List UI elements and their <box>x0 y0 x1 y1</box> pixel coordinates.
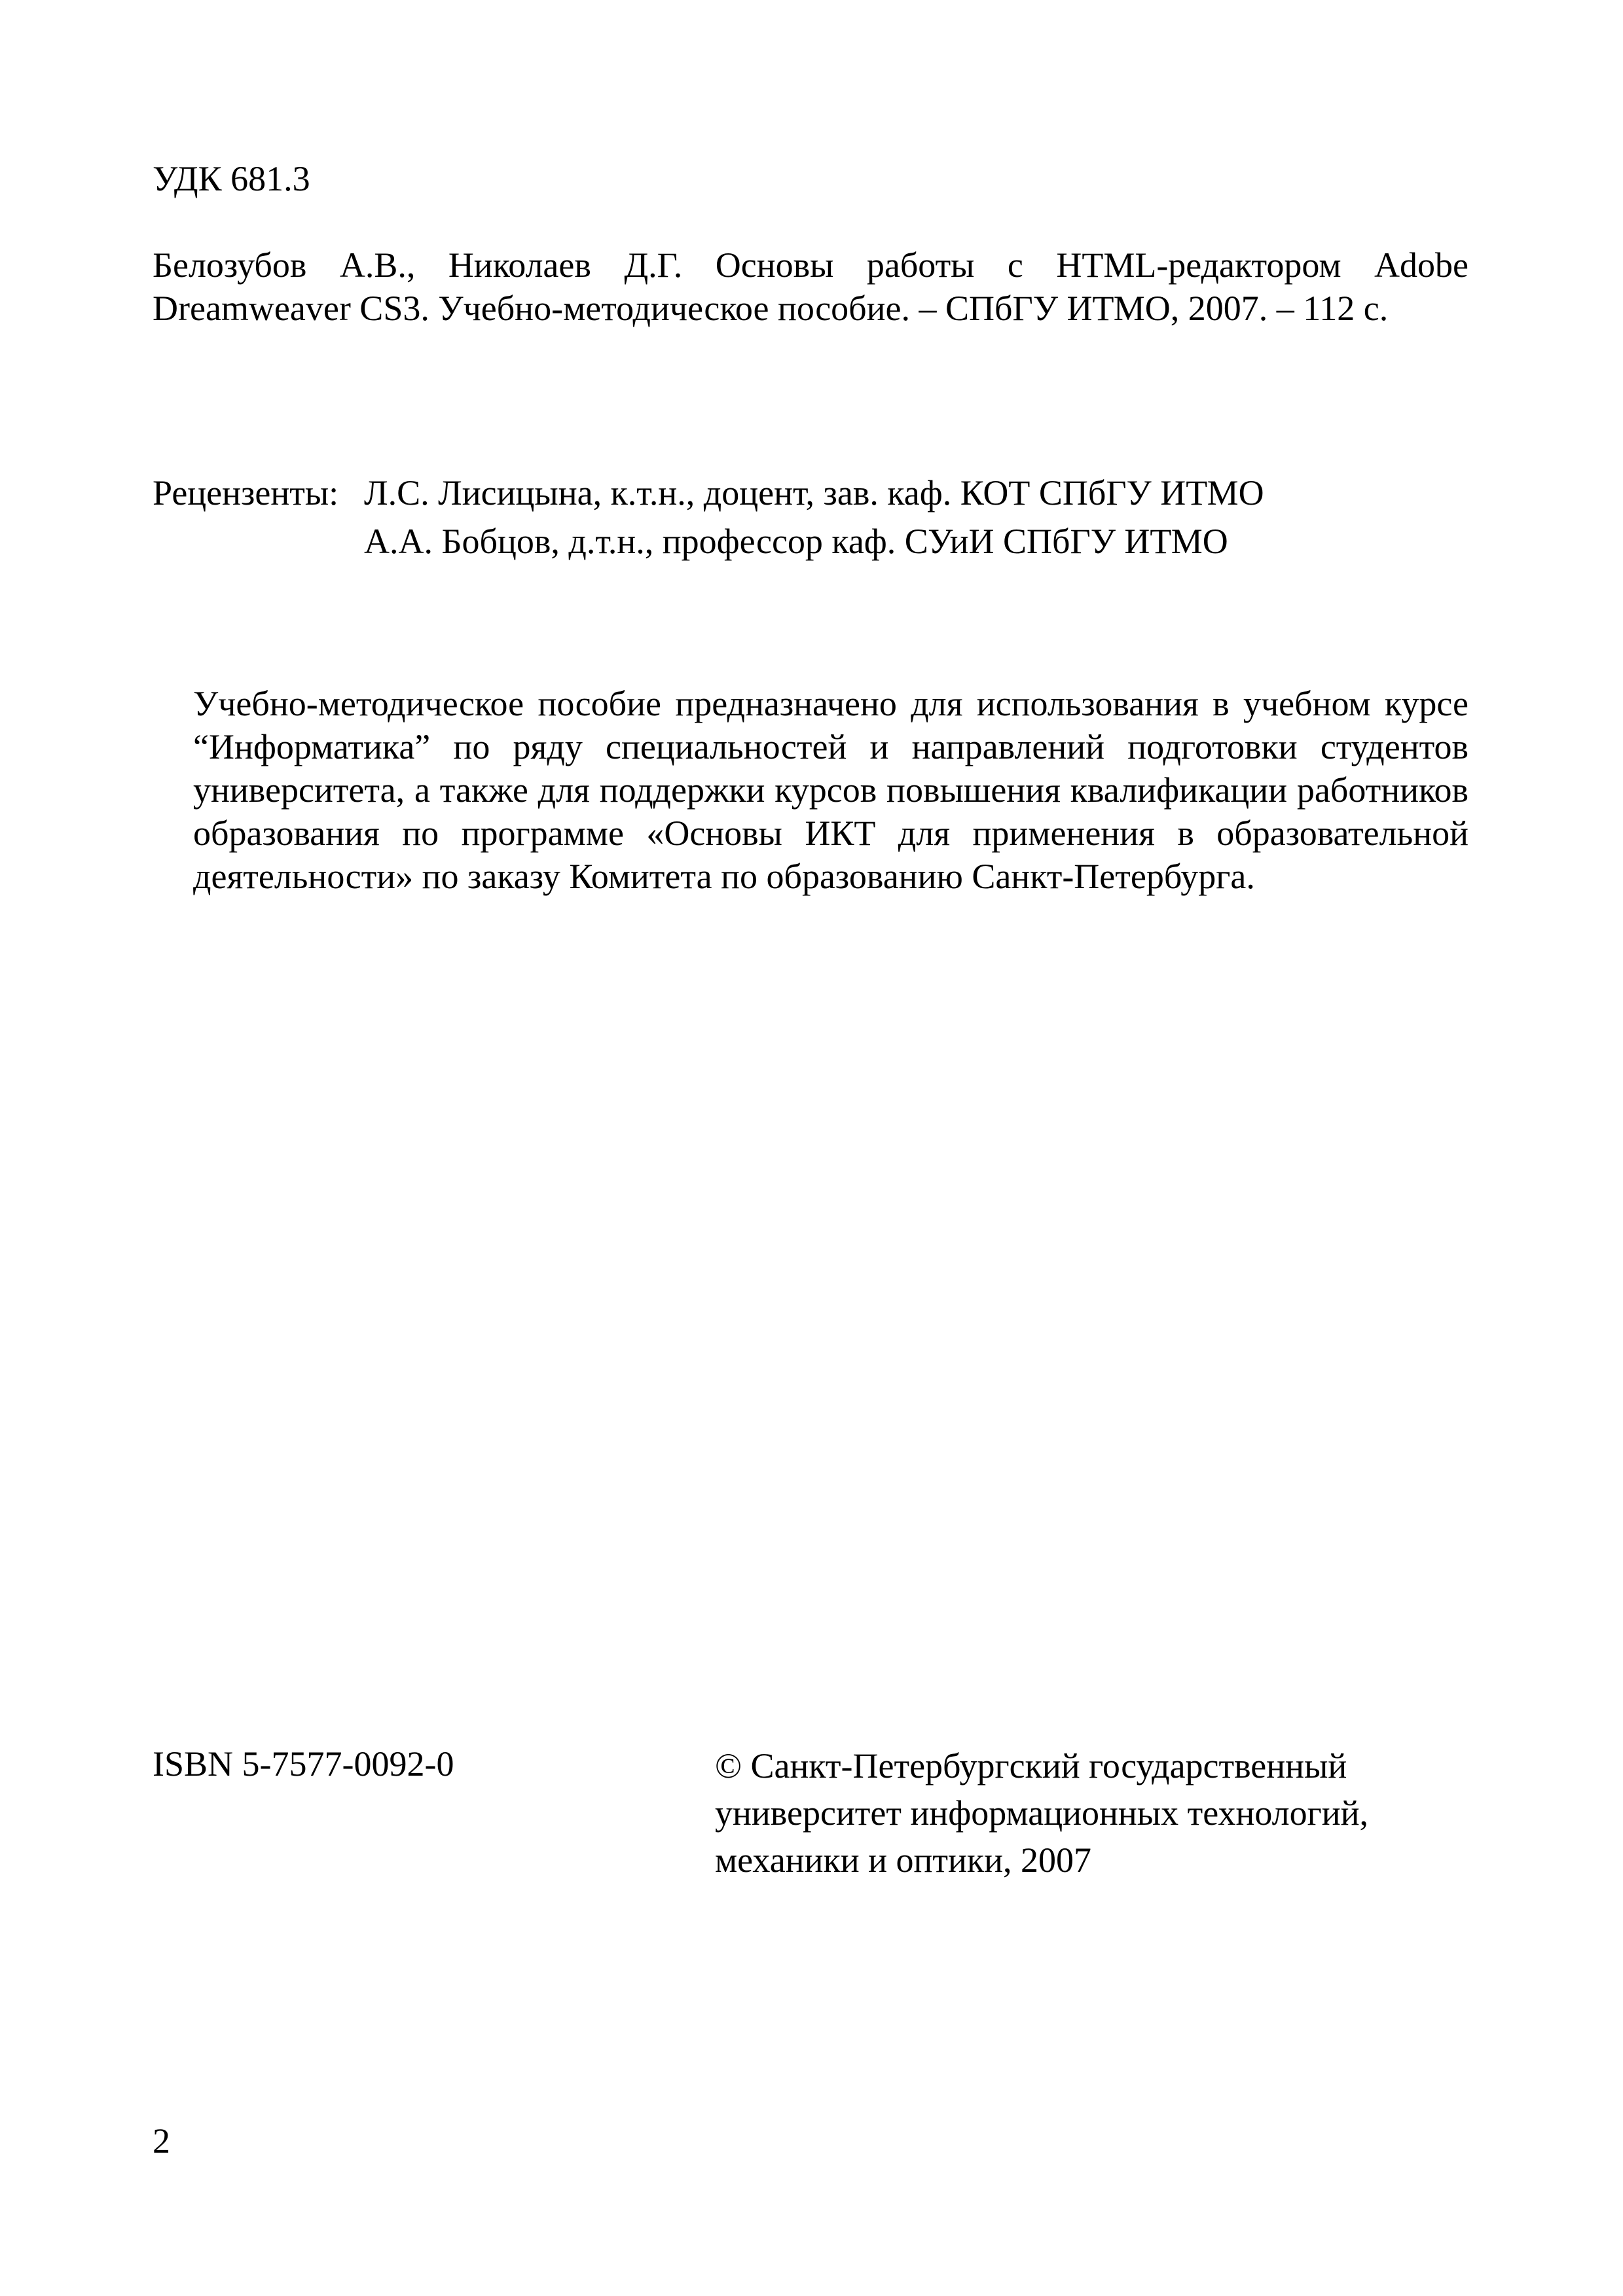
page-number: 2 <box>153 2121 170 2161</box>
reviewer-second: А.А. Бобцов, д.т.н., профессор каф. СУиИ СПбГУ ИТМО <box>364 522 1228 561</box>
copyright-notice: © Санкт-Петербургский государственный университет информационных технологий, механики и оптики, 2007 <box>715 1746 1369 1880</box>
abstract-paragraph: Учебно-методическое пособие предназначено для использования в учебном курсе “Информатика” по ряду специальностей и направлений подготовки студентов университета, а также для поддержки курсов повышения квалификации работников образования по программе «Основы ИКТ для применения в образовательной деятельности» по заказу Комитета по образованию Санкт-Петербурга. <box>193 684 1468 896</box>
reviewers-label: Рецензенты: <box>153 473 339 512</box>
isbn: ISBN 5-7577-0092-0 <box>153 1744 454 1784</box>
reviewer-first: Л.С. Лисицына, к.т.н., доцент, зав. каф. КОТ СПбГУ ИТМО <box>364 473 1264 512</box>
udk-code: УДК 681.3 <box>153 159 310 198</box>
bibliographic-citation: Белозубов А.В., Николаев Д.Г. Основы работы с HTML-редактором Adobe Dreamweaver CS3. Учебно-методическое пособие. – СПбГУ ИТМО, 2007. – 112 с. <box>153 245 1468 328</box>
